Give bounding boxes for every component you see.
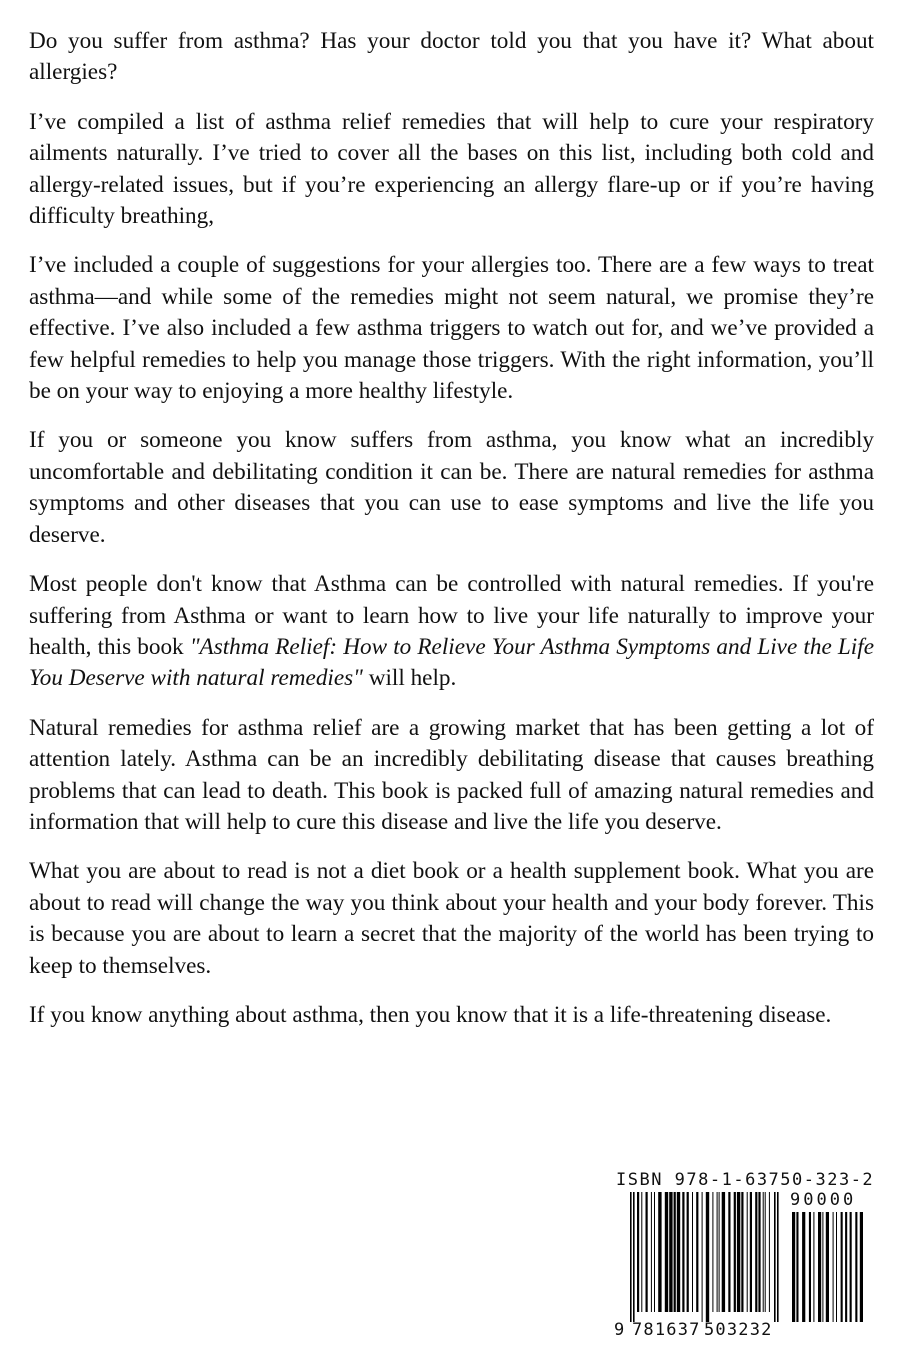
paragraph-6: Natural remedies for asthma relief are a growing market that has been getting a lot of attention lately. Asthma can be an incredibly debilitating disease that causes breathing problems that can lead to death. This book is packed full of amazing natural remedies and information that will help to cure this disease and live the life you deserve. (29, 714, 874, 835)
barcode-bar (641, 1192, 642, 1312)
barcode-bar (758, 1192, 760, 1312)
barcode-bar (654, 1192, 655, 1312)
barcode-bar (734, 1192, 736, 1312)
barcode-bar (706, 1192, 709, 1322)
barcode-bar (712, 1192, 713, 1312)
barcode-bar (755, 1192, 757, 1312)
barcode-bar (674, 1192, 676, 1312)
barcode-left-digits: 781637 (632, 1320, 701, 1340)
back-cover-text (29, 26, 874, 1049)
barcode-bar (665, 1192, 668, 1312)
paragraph-3: I’ve included a couple of suggestions for your allergies too. There are a few ways to treat asthma—and while some of the remedies might not seem natural, we promise they’re effective. I’ve also included a few asthma triggers to watch out for, and we’ve provided a few helpful remedies to help you manage those triggers. With the right information, you’ll be on your way to enjoying a more healthy lifestyle. (29, 252, 874, 405)
addon-bar (841, 1212, 843, 1322)
paragraph-2: I’ve compiled a list of asthma relief remedies that will help to cure your respiratory ailments naturally. I’ve tried to cover all the bases on this list, including both cold and allergy-related issues, but if you’re experiencing an allergy flare-up or if you’re having difficulty breathing, (29, 108, 874, 230)
addon-bar (796, 1212, 798, 1322)
barcode-bar (682, 1192, 684, 1312)
barcode-guard (633, 1192, 635, 1322)
barcode-first-digit: 9 (614, 1320, 625, 1340)
barcode-bar (717, 1192, 718, 1312)
barcode-bar (763, 1192, 764, 1312)
barcode-bar (750, 1192, 752, 1312)
addon-bar (809, 1212, 811, 1322)
paragraph-5-tail: will help. (362, 665, 457, 692)
paragraph-8: If you know anything about asthma, then you know that it is a life-threatening disease. (29, 1001, 832, 1028)
addon-bar (836, 1212, 837, 1322)
barcode-bar (637, 1192, 639, 1312)
barcode-bar (722, 1192, 725, 1312)
book-title: "Asthma Relief: How to Relieve Your Asthma Symptoms and Live the Life You Deserve with natural remedies" (29, 633, 874, 692)
barcode-bar (737, 1192, 740, 1312)
barcode-bar (669, 1192, 672, 1312)
addon-bar (855, 1212, 857, 1322)
paragraph-5 (29, 569, 874, 695)
barcode-right-digits: 503232 (704, 1320, 773, 1340)
paragraph-1: Do you suffer from asthma? Has your doctor told you that you have it? What about allergies? (29, 28, 874, 86)
barcode-bar (769, 1192, 770, 1312)
barcode-bar (765, 1192, 766, 1312)
barcode-bar (696, 1192, 698, 1312)
barcode-bar (687, 1192, 689, 1312)
isbn-barcode (612, 1170, 875, 1348)
addon-number: 90000 (790, 1190, 857, 1210)
barcode-guard (774, 1192, 776, 1322)
barcode-bar (741, 1192, 743, 1312)
barcode-bar (719, 1192, 720, 1312)
addon-bar (818, 1212, 821, 1322)
barcode-bar (646, 1192, 648, 1312)
addon-bar (845, 1212, 847, 1322)
addon-bar (826, 1212, 829, 1322)
addon-bar (813, 1212, 814, 1322)
addon-bar (792, 1212, 795, 1322)
addon-bar (833, 1212, 834, 1322)
barcode-bar (702, 1192, 703, 1322)
barcode-guard (777, 1192, 779, 1322)
paragraph-4: If you or someone you know suffers from asthma, you know what an incredibly uncomfortable and debilitating condition it can be. There are natural remedies for asthma symptoms and other diseases that you can use to ease symptoms and live the life you deserve. (29, 427, 874, 548)
barcode-bar (747, 1192, 748, 1312)
barcode-bar (728, 1192, 730, 1312)
barcode-guard (630, 1192, 632, 1322)
paragraph-7: What you are about to read is not a diet book or a health supplement book. What you are about to read will change the way you think about your health and your body forever. This is because you are about to learn a secret that the majority of the world has been trying to keep to themselves. (29, 858, 874, 979)
barcode-bar (692, 1192, 693, 1312)
addon-bar (850, 1212, 852, 1322)
addon-bar (802, 1212, 805, 1322)
isbn-label: ISBN 978-1-63750-323-2 (616, 1170, 875, 1190)
barcode-bar (677, 1192, 680, 1312)
addon-bar (822, 1212, 823, 1322)
barcode-bar (658, 1192, 661, 1312)
barcode-bar (651, 1192, 652, 1312)
addon-bar (860, 1212, 863, 1322)
paragraph-5-lead: Most people don't know that Asthma can be controlled with natural remedies. If you're suffering from Asthma or want to learn how to live your life naturally to improve your health, this book (29, 571, 874, 660)
